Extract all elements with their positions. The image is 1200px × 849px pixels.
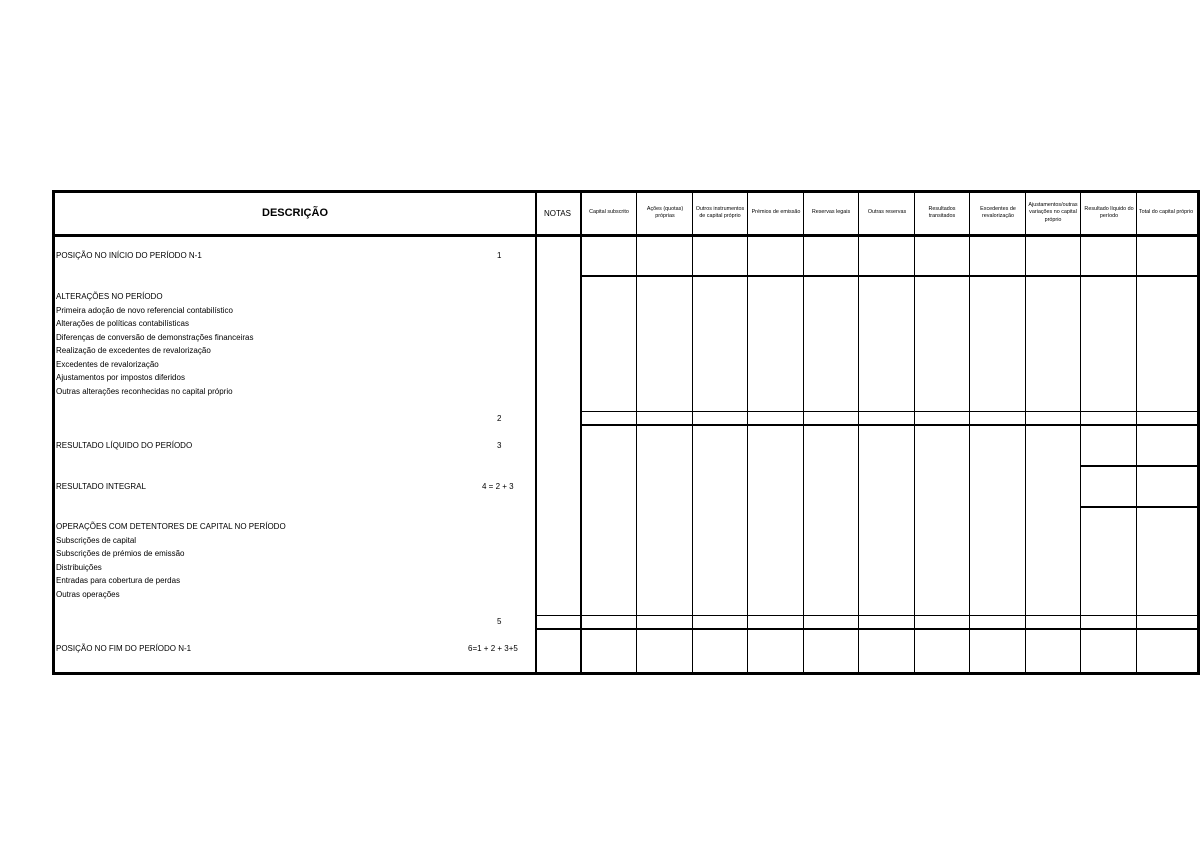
column-header-outras-reservas: Outras reservas: [867, 209, 907, 216]
column-header-resultados-transitados: Resultados transitados: [928, 205, 956, 219]
row-label-resultado-liquido: RESULTADO LÍQUIDO DO PERÍODO: [56, 441, 193, 450]
row-ref-posicao-fim: 6=1 + 2 + 3+5: [468, 644, 518, 653]
section-title-operacoes: OPERAÇÕES COM DETENTORES DE CAPITAL NO PERÍODO: [56, 522, 286, 531]
column-header-capital-subscrito: Capital subscrito: [589, 209, 629, 216]
row-ref-resultado-integral: 4 = 2 + 3: [482, 482, 514, 491]
row-label-resultado-integral: RESULTADO INTEGRAL: [56, 482, 146, 491]
column-divider: [803, 190, 804, 672]
notas-column-divider: [580, 190, 582, 672]
column-divider: [914, 190, 915, 672]
header-divider: [52, 234, 1198, 237]
row-divider: [580, 411, 1198, 412]
column-header-reservas-legais: Reservas legais: [811, 209, 851, 216]
column-header-premios-emissao: Prémios de emissão: [751, 209, 801, 216]
list-item: Subscrições de capital: [56, 536, 137, 545]
notas-header: NOTAS: [544, 209, 571, 218]
statement-table: [52, 190, 1200, 675]
column-divider: [1080, 190, 1081, 672]
list-item: Subscrições de prémios de emissão: [56, 549, 185, 558]
column-header-resultado-liquido: Resultado líquido do período: [1084, 205, 1134, 219]
list-item: Ajustamentos por impostos diferidos: [56, 373, 185, 382]
row-divider: [1080, 506, 1198, 508]
column-header-outros-instrumentos: Outros instrumentos de capital próprio: [695, 205, 745, 219]
list-item: Primeira adoção de novo referencial contabilístico: [56, 306, 233, 315]
column-divider: [1025, 190, 1026, 672]
column-divider: [692, 190, 693, 672]
column-header-excedentes-revalorizacao: Excedentes de revalorização: [980, 205, 1016, 219]
row-divider: [580, 424, 1198, 426]
descricao-header: DESCRIÇÃO: [262, 207, 329, 219]
list-item: Outras alterações reconhecidas no capital próprio: [56, 387, 233, 396]
column-divider: [636, 190, 637, 672]
row-ref-posicao-inicio: 1: [497, 251, 502, 260]
row-divider: [1080, 465, 1198, 467]
list-item: Excedentes de revalorização: [56, 360, 159, 369]
column-header-total-capital: Total do capital próprio: [1138, 209, 1194, 216]
row-divider: [537, 615, 1198, 616]
list-item: Distribuições: [56, 563, 102, 572]
column-divider: [1136, 190, 1137, 672]
row-divider: [537, 628, 1198, 630]
list-item: Realização de excedentes de revalorização: [56, 346, 211, 355]
column-divider: [747, 190, 748, 672]
row-divider: [580, 275, 1198, 277]
list-item: Alterações de políticas contabilísticas: [56, 319, 189, 328]
column-divider: [858, 190, 859, 672]
row-ref-operacoes: 5: [497, 617, 502, 626]
row-ref-alteracoes: 2: [497, 414, 502, 423]
list-item: Diferenças de conversão de demonstrações financeiras: [56, 333, 254, 342]
row-label-posicao-inicio: POSIÇÃO NO INÍCIO DO PERÍODO N-1: [56, 251, 202, 260]
row-label-posicao-fim: POSIÇÃO NO FIM DO PERÍODO N-1: [56, 644, 192, 653]
column-divider: [969, 190, 970, 672]
list-item: Outras operações: [56, 590, 120, 599]
column-header-acoes-proprias: Ações (quotas) próprias: [646, 205, 684, 219]
row-ref-resultado-liquido: 3: [497, 441, 502, 450]
column-header-ajustamentos: Ajustamentos/outras variações no capital próprio: [1028, 202, 1078, 223]
list-item: Entradas para cobertura de perdas: [56, 576, 181, 585]
descricao-column-divider: [535, 190, 537, 672]
section-title-alteracoes: ALTERAÇÕES NO PERÍODO: [56, 292, 163, 301]
